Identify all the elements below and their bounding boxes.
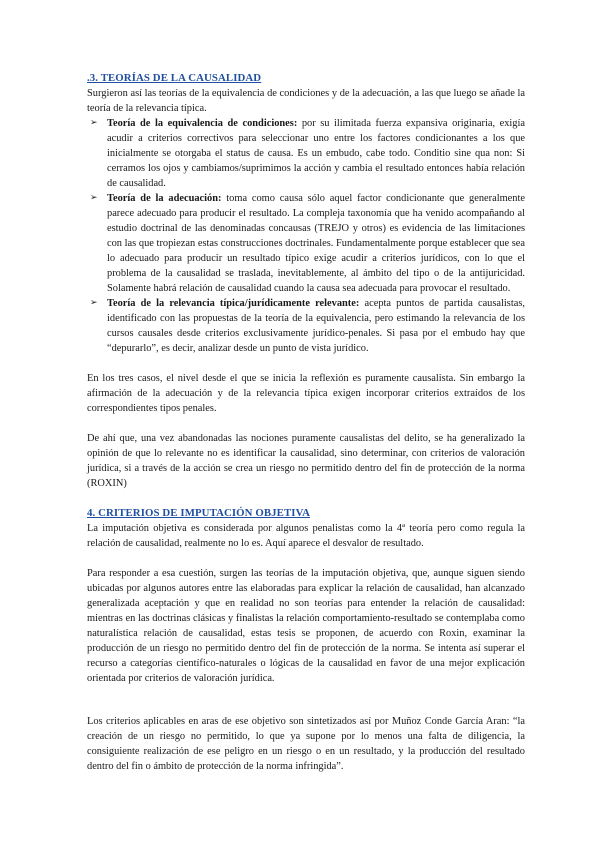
arrow-bullet-icon: ➢ [90,298,98,308]
bullet-text: acepta puntos de partida causalistas, identificado con las propuestas de la teoría de la equivalencia, pero estimando la relevancia de los cursos causales desde criterios exclusivamente jurídico-penales. Si pasa por el embudo hay que “depurarlo”, es decir, analizar desde un punto de vista jurídico. [107,298,525,354]
section-4-heading: 4. CRITERIOS DE IMPUTACIÓN OBJETIVA [87,507,310,519]
arrow-bullet-icon: ➢ [90,118,98,128]
section-3-paragraph: En los tres casos, el nivel desde el que se inicia la reflexión es puramente causalista. Sin embargo la afirmación de la adecuación y de la relevancia típica exigen incorporar criterios extraídos de los correspondientes tipos penales. [87,373,525,414]
arrow-bullet-icon: ➢ [90,193,98,203]
theories-list [87,116,525,356]
document-body [87,71,525,774]
bullet-title: Teoría de la adecuación: [107,193,222,204]
section-4-paragraph: Los criterios aplicables en aras de ese objetivo son sintetizados así por Muñoz Conde García Aran: “la creación de un riesgo no permitido, lo que ya supone por lo menos una falta de diligencia, la consiguiente realización de ese peligro en un riesgo o en un resultado, y la producción del resultado dentro del fin o ámbito de protección de la norma infringida”. [87,716,525,772]
section-4-paragraph: Para responder a esa cuestión, surgen las teorías de la imputación objetiva, que, aunque siguen siendo ubicadas por algunos autores entre las elaboradas para explicar la relación de causalidad, han alcanzado generalizada aceptación y que en realidad no son teorías para entender la relación de causalidad: mientras en las doctrinas clásicas y finalistas la relación comportamiento-resultado se contemplaba como naturalística relación de causalidad, estas tesis se proponen, de acuerdo con Roxin, examinar la producción de un riesgo no permitido dentro del fin de protección de la norma. Se intenta así superar el recurso a categorías científico-naturales o lógicas de la causalidad en favor de una mejor explicación orientada por criterios de valoración jurídica. [87,568,525,684]
list-item [90,116,525,191]
list-item [90,191,525,296]
section-3-intro: Surgieron así las teorías de la equivalencia de condiciones y de la adecuación, a las que luego se añade la teoría de la relevancia típica. [87,88,525,114]
bullet-text: por su ilimitada fuerza expansiva originaria, exigía acudir a criterios correctivos para seleccionar uno entre los factores condicionantes a los que inicialmente se otorgaba el status de causa. Es un embudo, cabe todo. Conditio sine qua non: Si cerramos los ojos y cambiamos/suprimimos la acción y cambia el resultado entonces había relación de causalidad. [107,118,525,189]
section-3-paragraph: De ahí que, una vez abandonadas las nociones puramente causalistas del delito, se ha generalizado la opinión de que lo relevante no es identificar la causalidad, sino determinar, con criterios de valoración jurídica, si a través de la acción se crea un riesgo no permitido dentro del fin de protección de la norma (ROXIN) [87,433,525,489]
list-item [90,296,525,356]
bullet-title: Teoría de la relevancia típica/jurídicamente relevante: [107,298,360,309]
bullet-title: Teoría de la equivalencia de condiciones: [107,118,298,129]
bullet-text: toma como causa sólo aquel factor condicionante que generalmente parece adecuado para producir el resultado. La compleja taxonomía que ha venido acompañando al estudio doctrinal de las denominadas concausas (TREJO y otros) es evidencia de las limitaciones con las que tropiezan estas construcciones doctrinales. Fundamentalmente porque establecer que sea lo adecuado para producir un resultado típico exige acudir a criterios jurídicos, con lo que el problema de la causalidad se traslada, inevitablemente, al ámbito del tipo o de la antijuricidad. Solamente habrá relación de causalidad cuando la causa sea adecuada para provocar el resultado. [107,193,525,294]
section-4-intro: La imputación objetiva es considerada por algunos penalistas como la 4ª teoría pero como regula la relación de causalidad, realmente no lo es. Aquí aparece el desvalor de resultado. [87,523,525,549]
section-3-heading: .3. TEORÍAS DE LA CAUSALIDAD [87,72,262,84]
